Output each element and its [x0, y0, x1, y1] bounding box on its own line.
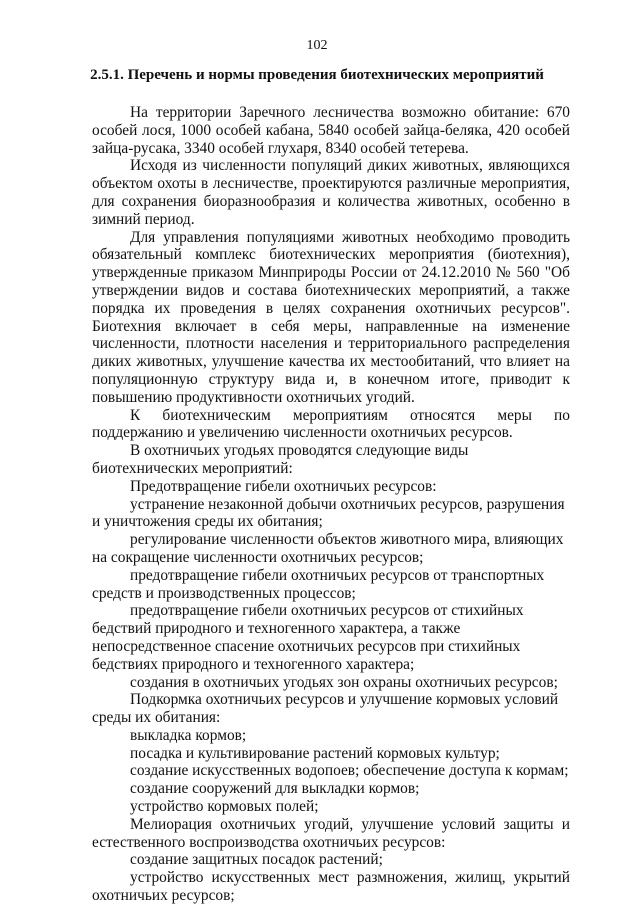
list-item: посадка и культивирование растений кормовых культур;: [130, 744, 500, 762]
list-item: устранение незаконной добычи охотничьих ресурсов, разрушения и уничтожения среды их обитания;: [92, 495, 565, 531]
list-heading-melioration: Мелиорация охотничьих угодий, улучшение условий защиты и естественного воспроизводства охотничьих ресурсов:: [92, 815, 570, 851]
list-item: устройство искусственных мест размножения, жилищ, укрытий охотничьих ресурсов;: [92, 869, 570, 905]
list-item: предотвращение гибели охотничьих ресурсов от транспортных средств и производственных процессов;: [92, 566, 545, 602]
paragraph-habitat-counts: На территории Заречного лесничества возможно обитание: 670 особей лося, 1000 особей кабана, 5840 особей зайца-беляка, 420 особей зайца-русака, 3340 особей глухаря, 8340 особей тетерева.: [92, 104, 570, 157]
paragraph-biotechnics-measures: К биотехническим мероприятиям относятся меры по поддержанию и увеличению численности охотничьих ресурсов.: [92, 406, 570, 442]
list-heading-prevention: Предотвращение гибели охотничьих ресурсов:: [130, 477, 437, 495]
section-heading: 2.5.1. Перечень и нормы проведения биотехнических мероприятий: [90, 67, 544, 83]
document-body: [92, 104, 570, 905]
paragraph-types-intro: В охотничьих угодьях проводятся следующие виды биотехнических мероприятий:: [92, 442, 469, 477]
list-item: создание искусственных водопоев; обеспечение доступа к кормам;: [130, 762, 569, 780]
list-item: создание сооружений для выкладки кормов;: [130, 780, 420, 798]
page-number: 102: [306, 38, 328, 53]
list-item: предотвращение гибели охотничьих ресурсов от стихийных бедствий природного и техногенного характера, а также непосредственное спасение охотничьих ресурсов при стихийных бедствиях природного и техногенного характера;: [92, 602, 524, 673]
paragraph-biotechnics-definition: Для управления популяциями животных необходимо проводить обязательный комплекс биотехнических мероприятия (биотехния), утвержденные приказом Минприроды России от 24.12.2010 № 560 "Об утверждении видов и состава биотехнических мероприятий, а также порядка их проведения в целях сохранения охотничьих ресурсов". Биотехния включает в себя меры, направленные на изменение численности, плотности населения и территориального распределения диких животных, улучшение качества их местообитаний, что влияет на популяционную структуру вида и, в конечном итоге, приводит к повышению продуктивности охотничьих угодий.: [92, 228, 570, 406]
list-item: создание защитных посадок растений;: [130, 851, 383, 869]
list-item: выкладка кормов;: [130, 726, 247, 744]
list-item: создания в охотничьих угодьях зон охраны охотничьих ресурсов;: [130, 673, 558, 691]
list-item: устройство кормовых полей;: [130, 798, 319, 816]
paragraph-population-measures: Исходя из численности популяций диких животных, являющихся объектом охоты в лесничестве, проектируются различные мероприятия, для сохранения биоразнообразия и количества животных, особенно в зимний период.: [92, 157, 570, 228]
list-heading-feeding: Подкормка охотничьих ресурсов и улучшение кормовых условий среды их обитания:: [92, 691, 559, 727]
list-item: регулирование численности объектов животного мира, влияющих на сокращение численности охотничьих ресурсов;: [92, 531, 564, 566]
